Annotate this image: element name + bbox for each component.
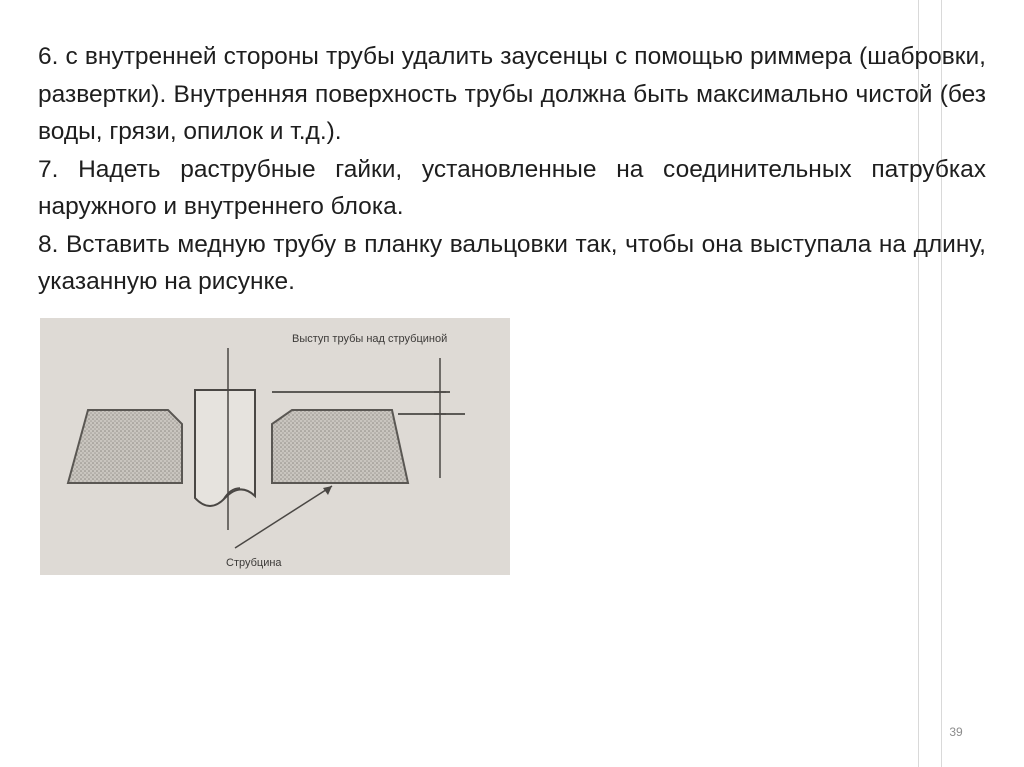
pipe [195,390,255,506]
leader-line [235,486,332,548]
slide-number: 39 [949,725,963,739]
slide-text [38,38,986,301]
label-clamp: Струбцина [226,557,282,569]
flaring-diagram-svg [40,318,510,575]
paragraph-step-8: 8. Вставить медную трубу в планку вальцовки так, чтобы она выступала на длину, указанную на рисунке. [38,230,986,295]
paragraph-step-6: 6. с внутренней стороны трубы удалить заусенцы с помощью риммера (шабровки, развертки). Внутренняя поверхность трубы должна быть максимально чистой (без воды, грязи, опилок и т.д.). [38,43,986,145]
paragraph-step-7: 7. Надеть раструбные гайки, установленные на соединительных патрубках наружного и внутреннего блока. [38,155,986,220]
clamp-bar-left [68,410,182,483]
flaring-diagram [40,318,510,575]
clamp-bar-right [272,410,408,483]
label-pipe-protrusion: Выступ трубы над струбциной [292,333,448,345]
